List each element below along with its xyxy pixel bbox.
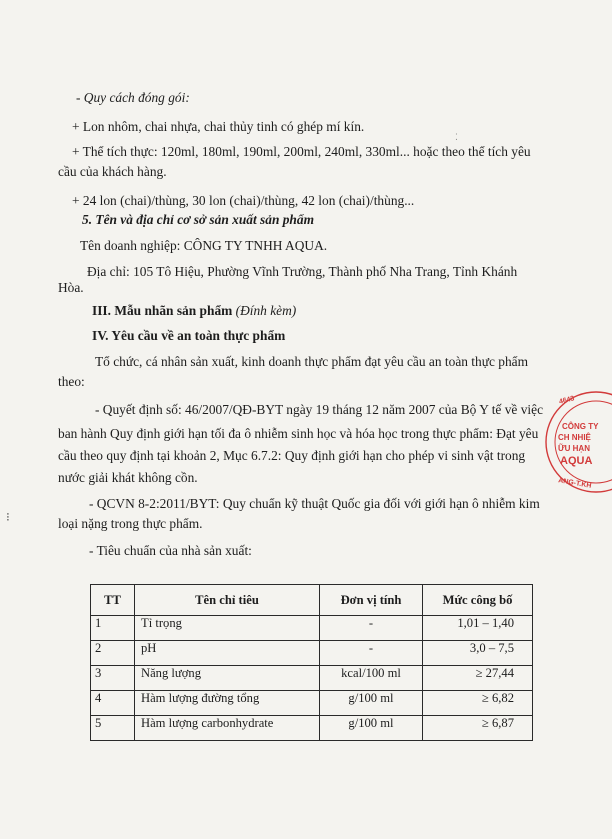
cell-tt: 3 [91, 666, 135, 691]
cell-unit: - [320, 641, 423, 666]
section-3-heading [92, 302, 296, 319]
table-row [91, 641, 533, 666]
specification-table [90, 584, 533, 741]
seal-line-2: CH NHIỆ [558, 433, 591, 442]
section-3-note: (Đính kèm) [235, 303, 297, 318]
cell-tt: 4 [91, 691, 135, 716]
company-name: Tên doanh nghiệp: CÔNG TY TNHH AQUA. [80, 238, 328, 253]
cell-indicator: pH [135, 641, 320, 666]
company-seal [552, 388, 612, 506]
cell-unit: g/100 ml [320, 716, 423, 741]
cell-indicator: Tỉ trọng [135, 616, 320, 641]
section-5-heading: 5. Tên và địa chỉ cơ sở sản xuất sản phẩm [82, 212, 314, 227]
cell-tt: 5 [91, 716, 135, 741]
packaging-heading: - Quy cách đóng gói: [76, 90, 190, 105]
packaging-item-volume: + Thể tích thực: 120ml, 180ml, 190ml, 200ml, 240ml, 330ml... hoặc theo thể tích yêu [72, 144, 531, 159]
decision-46-cont3: nước giải khát không cồn. [58, 470, 198, 485]
packaging-item-containers: + Lon nhôm, chai nhựa, chai thủy tinh có ghép mí kín. [72, 119, 365, 134]
company-address: Địa chỉ: 105 Tô Hiệu, Phường Vĩnh Trường, Thành phố Nha Trang, Tỉnh Khánh [87, 264, 518, 279]
cell-tt: 2 [91, 641, 135, 666]
decision-46-cont1: ban hành Quy định giới hạn tối đa ô nhiễm sinh học và hóa học trong thực phẩm: Đạt yêu [58, 426, 539, 441]
cell-level: 3,0 – 7,5 [423, 641, 533, 666]
decision-46: - Quyết định số: 46/2007/QĐ-BYT ngày 19 tháng 12 năm 2007 của Bộ Y tế về việc [95, 402, 544, 417]
header-indicator: Tên chỉ tiêu [135, 585, 320, 616]
qcvn-regulation: - QCVN 8-2:2011/BYT: Quy chuẩn kỹ thuật Quốc gia đối với giới hạn ô nhiễm kim [89, 496, 540, 511]
cell-indicator: Hàm lượng đường tổng [135, 691, 320, 716]
seal-code: 4643 [558, 395, 576, 406]
cell-tt: 1 [91, 616, 135, 641]
company-address-cont: Hòa. [58, 280, 84, 295]
manufacturer-standard: - Tiêu chuẩn của nhà sản xuất: [89, 543, 252, 558]
seal-line-1: CÔNG TY [562, 422, 599, 431]
table-header-row [91, 585, 533, 616]
cell-level: 1,01 – 1,40 [423, 616, 533, 641]
cell-level: ≥ 6,87 [423, 716, 533, 741]
packaging-item-volume-cont: cầu của khách hàng. [58, 164, 167, 179]
seal-line-3: ỮU HẠN [558, 444, 590, 453]
section-3-title: III. Mẫu nhãn sản phẩm [92, 303, 236, 318]
scan-mark: ⁚ [455, 132, 458, 142]
table-row [91, 716, 533, 741]
header-tt: TT [91, 585, 135, 616]
header-unit: Đơn vị tính [320, 585, 423, 616]
header-declared-level: Mức công bố [423, 585, 533, 616]
seal-line-5: ANG-T.KH [557, 477, 592, 490]
section-4-heading: IV. Yêu cầu về an toàn thực phẩm [92, 328, 286, 343]
safety-intro-cont: theo: [58, 374, 85, 389]
cell-indicator: Hàm lượng carbonhydrate [135, 716, 320, 741]
cell-unit: - [320, 616, 423, 641]
cell-unit: kcal/100 ml [320, 666, 423, 691]
cell-unit: g/100 ml [320, 691, 423, 716]
table-row [91, 691, 533, 716]
seal-line-4: AQUA [560, 455, 593, 467]
table-row [91, 616, 533, 641]
scan-mark: ⁝ [6, 510, 10, 524]
cell-level: ≥ 27,44 [423, 666, 533, 691]
cell-level: ≥ 6,82 [423, 691, 533, 716]
decision-46-cont2: cầu theo quy định tại khoản 2, Mục 6.7.2: Quy định giới hạn cho phép vi sinh vật trong [58, 448, 526, 463]
safety-intro: Tổ chức, cá nhân sản xuất, kinh doanh thực phẩm đạt yêu cầu an toàn thực phẩm [95, 354, 529, 369]
qcvn-regulation-cont: loại nặng trong thực phẩm. [58, 516, 203, 531]
cell-indicator: Năng lượng [135, 666, 320, 691]
packaging-item-carton: + 24 lon (chai)/thùng, 30 lon (chai)/thùng, 42 lon (chai)/thùng... [72, 193, 415, 208]
table-row [91, 666, 533, 691]
